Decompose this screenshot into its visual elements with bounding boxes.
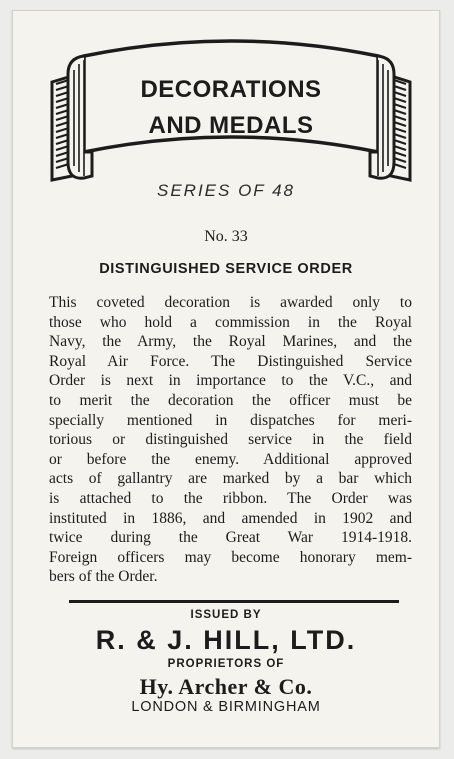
series-label: SERIES OF 48	[156, 181, 295, 200]
body-line: specially mentioned in dispatches for meri-	[49, 411, 412, 429]
card-body-text	[49, 293, 412, 587]
scroll-banner	[44, 30, 418, 200]
body-line: torious or distinguished service in the field	[49, 431, 412, 449]
body-line: Order is next in importance to the V.C., and	[49, 372, 412, 390]
body-line: This coveted decoration is awarded only to	[49, 294, 412, 311]
body-line: bers of the Order.	[49, 568, 158, 586]
proprietors-label: PROPRIETORS OF	[167, 658, 285, 670]
body-line: acts of gallantry are marked by a bar which	[49, 470, 412, 488]
card-heading: DISTINGUISHED SERVICE ORDER	[99, 261, 353, 277]
body-line: instituted in 1886, and amended in 1902 and	[49, 509, 412, 527]
banner-title-line2: AND MEDALS	[148, 112, 314, 139]
body-line: to merit the decoration the officer must be	[49, 391, 412, 409]
body-line: twice during the Great War 1914-1918.	[49, 529, 412, 547]
body-line: is attached to the ribbon. The Order was	[49, 489, 412, 507]
body-line: Royal Air Force. The Distinguished Service	[49, 352, 412, 370]
owner-name: Hy. Archer & Co.	[139, 674, 313, 699]
banner-title-line1: DECORATIONS	[140, 76, 322, 103]
body-line: or before the enemy. Additional approved	[49, 450, 412, 468]
issued-by-label: ISSUED BY	[190, 609, 262, 621]
company-name: R. & J. HILL, LTD.	[95, 625, 357, 655]
body-line: Navy, the Army, the Royal Marines, and the	[49, 333, 412, 351]
location-label: LONDON & BIRMINGHAM	[131, 699, 321, 715]
body-line: Foreign officers may become honorary mem-	[49, 548, 412, 566]
divider-rule	[69, 600, 399, 603]
card-number: No. 33	[204, 228, 248, 245]
body-line: those who hold a commission in the Royal	[49, 313, 412, 331]
